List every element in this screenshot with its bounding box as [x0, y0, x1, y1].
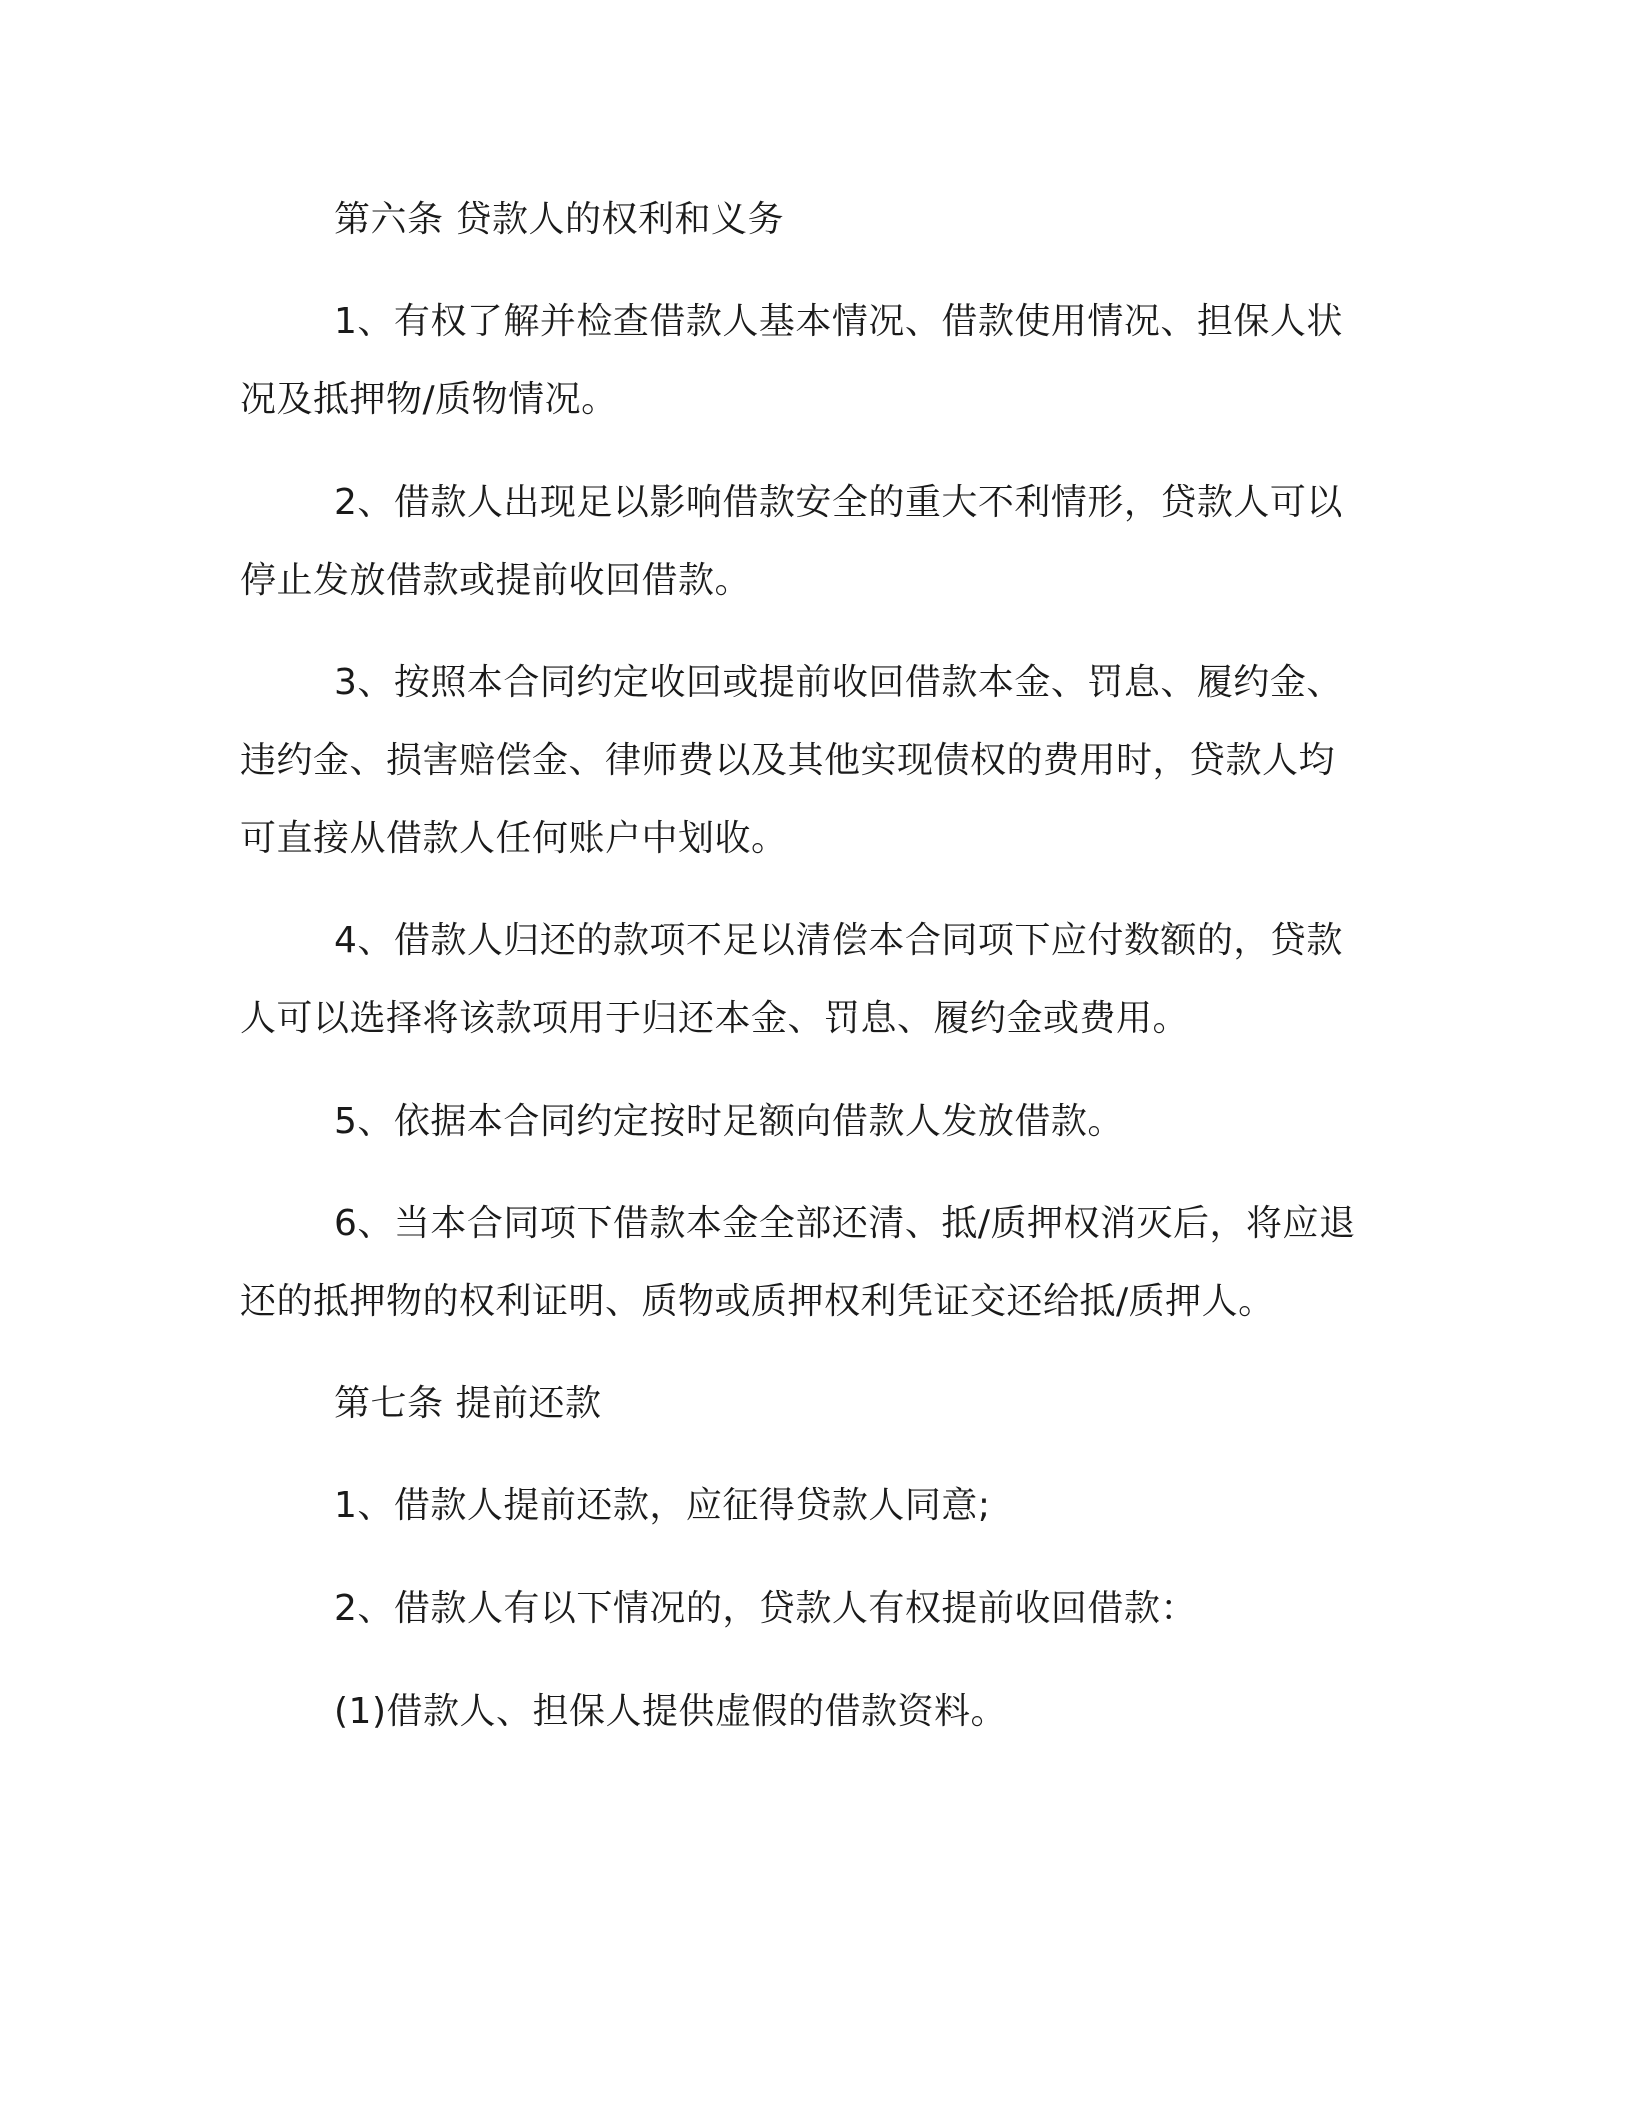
article-6-item-6-line-1: 6、当本合同项下借款本金全部还清、抵/质押权消灭后，将应退: [334, 1203, 1356, 1244]
article-6-item-4-line-1: 4、借款人归还的款项不足以清偿本合同项下应付数额的，贷款: [334, 920, 1343, 961]
article-7-item-2-sub-1: (1)借款人、担保人提供虚假的借款资料。: [334, 1691, 1007, 1732]
article-6-item-1-line-2: 况及抵押物/质物情况。: [240, 379, 618, 420]
article-6-item-3-line-2: 违约金、损害赔偿金、律师费以及其他实现债权的费用时，贷款人均: [240, 740, 1336, 781]
article-6-item-5-line-1: 5、依据本合同约定按时足额向借款人发放借款。: [334, 1101, 1124, 1142]
article-6-item-2-line-2: 停止发放借款或提前收回借款。: [240, 560, 752, 601]
article-6-item-3-line-1: 3、按照本合同约定收回或提前收回借款本金、罚息、履约金、: [334, 662, 1343, 703]
article-6-item-3-line-3: 可直接从借款人任何账户中划收。: [240, 818, 788, 859]
article-6-item-2-line-1: 2、借款人出现足以影响借款安全的重大不利情形，贷款人可以: [334, 482, 1343, 523]
article-7-heading: 第七条 提前还款: [334, 1383, 602, 1424]
article-6-item-6-line-2: 还的抵押物的权利证明、质物或质押权利凭证交还给抵/质押人。: [240, 1281, 1275, 1322]
article-6-heading: 第六条 贷款人的权利和义务: [334, 199, 784, 240]
article-6-item-4-line-2: 人可以选择将该款项用于归还本金、罚息、履约金或费用。: [240, 998, 1190, 1039]
article-7-item-2: 2、借款人有以下情况的，贷款人有权提前收回借款：: [334, 1588, 1197, 1629]
article-6-item-1-line-1: 1、有权了解并检查借款人基本情况、借款使用情况、担保人状: [334, 301, 1343, 342]
article-7-item-1: 1、借款人提前还款，应征得贷款人同意;: [334, 1485, 991, 1526]
